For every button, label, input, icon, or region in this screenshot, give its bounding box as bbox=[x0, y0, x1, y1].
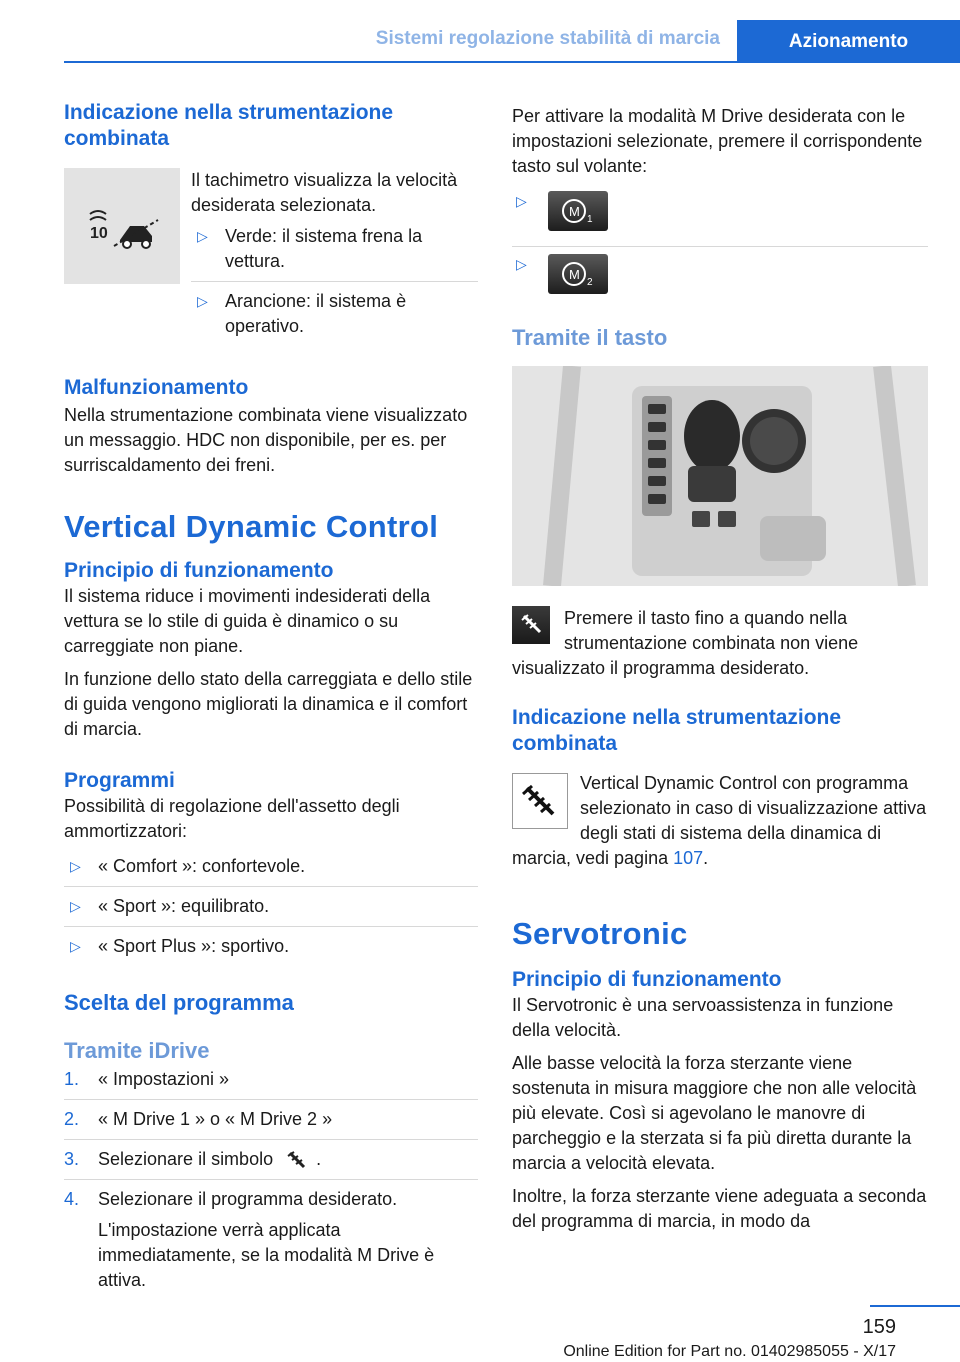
damper-icon bbox=[280, 1151, 314, 1169]
idrive-steps bbox=[64, 1067, 478, 1293]
damper-button-icon bbox=[512, 606, 550, 644]
list-item: ▷ Arancione: il sistema è operativo. bbox=[197, 291, 407, 336]
damper-indicator-glyph bbox=[513, 774, 567, 828]
header-chapter-tab: Azionamento bbox=[737, 20, 960, 63]
indicazione-text bbox=[191, 168, 478, 339]
bullet-triangle-icon: ▷ bbox=[70, 938, 81, 954]
heading-vdc: Vertical Dynamic Control bbox=[64, 509, 439, 544]
bullet-triangle-icon: ▷ bbox=[197, 228, 208, 244]
bullet-triangle-icon: ▷ bbox=[70, 898, 81, 914]
footer-rule bbox=[870, 1305, 960, 1307]
svg-text:1: 1 bbox=[587, 214, 593, 225]
m1-button-icon bbox=[548, 191, 608, 231]
footer-edition: Online Edition for Part no. 01402985055 - X/17 bbox=[563, 1343, 896, 1360]
speed-number: 10 bbox=[90, 225, 108, 242]
princ-p2: In funzione dello stato della carreggiata e dello stile di guida vengono migliorati la dinamica e il comfort di marcia. bbox=[64, 669, 473, 739]
damper-glyph bbox=[512, 606, 550, 644]
list-item: ▷ « Sport »: equilibrato. bbox=[64, 894, 478, 919]
page-number: 159 bbox=[862, 1316, 896, 1338]
bullet-triangle-icon: ▷ bbox=[516, 193, 527, 209]
programmi-list bbox=[64, 854, 478, 959]
list-item: 2. « M Drive 1 » o « M Drive 2 » bbox=[64, 1109, 333, 1129]
m1-row bbox=[512, 191, 928, 239]
damper-indicator-icon bbox=[512, 773, 568, 829]
bullet-triangle-icon: ▷ bbox=[70, 858, 81, 874]
svg-text:M: M bbox=[569, 204, 580, 219]
cluster-indicator-image bbox=[64, 168, 180, 284]
step4-note: L'impostazione verrà applicata immediatamente, se la modalità M Drive è attiva. bbox=[98, 1220, 435, 1290]
m2-glyph bbox=[548, 254, 608, 294]
heading-scelta: Scelta del programma bbox=[64, 990, 294, 1015]
list-divider bbox=[64, 1099, 478, 1100]
prog-text: Possibilità di regolazione dell'assetto degli ammortizzatori: bbox=[64, 796, 400, 841]
list-item: 3. Selezionare il simbolo . bbox=[64, 1149, 322, 1169]
indicazione-list bbox=[191, 224, 478, 339]
left-column bbox=[64, 100, 478, 1293]
header-section-title: Sistemi regolazione stabilità di marcia bbox=[375, 28, 720, 49]
heading-malfunzionamento: Malfunzionamento bbox=[64, 376, 249, 399]
malf-text: Nella strumentazione combinata viene visualizzato un messaggio. HDC non disponibile, per es. per surriscaldamento dei freni. bbox=[64, 405, 468, 475]
right-column bbox=[512, 100, 928, 1234]
heading-servotronic: Servotronic bbox=[512, 916, 688, 951]
tasto-text: Premere il tasto fino a quando nella strumentazione combinata non viene visualizzato il programma desiderato. bbox=[512, 608, 859, 678]
hdc-speed-icon bbox=[64, 168, 180, 284]
heading-indicazione-2: Indicazione nella strumentazione combinata bbox=[512, 706, 842, 755]
list-divider bbox=[512, 246, 928, 247]
mdrive-text: Per attivare la modalità M Drive desiderata con le impostazioni selezionate, premere il corrispondente tasto sul volante: bbox=[512, 106, 923, 176]
svg-text:M: M bbox=[569, 267, 580, 282]
indicazione-desc: Il tachimetro visualizza la velocità desiderata selezionata. bbox=[191, 170, 458, 215]
list-item: ▷ « Comfort »: confortevole. bbox=[64, 854, 478, 879]
bullet-triangle-icon: ▷ bbox=[197, 293, 208, 309]
svg-text:2: 2 bbox=[587, 277, 593, 288]
list-item: ▷ Verde: il sistema frena la vettura. bbox=[197, 226, 423, 271]
page-ref-link[interactable]: 107 bbox=[673, 848, 704, 868]
console-photo bbox=[512, 366, 928, 586]
center-console-illustration bbox=[512, 366, 928, 586]
list-item: 1. « Impostazioni » bbox=[64, 1069, 230, 1089]
servo-p1: Il Servotronic è una servoassistenza in funzione della velocità. bbox=[512, 995, 894, 1040]
list-item: 4. Selezionare il programma desiderato. bbox=[64, 1189, 398, 1209]
heading-idrive: Tramite iDrive bbox=[64, 1038, 210, 1063]
list-divider bbox=[64, 1179, 478, 1180]
list-divider bbox=[191, 281, 478, 282]
heading-principio-2: Principio di funzionamento bbox=[512, 968, 782, 991]
heading-tasto: Tramite il tasto bbox=[512, 325, 668, 350]
princ-p1: Il sistema riduce i movimenti indesiderati della vettura se lo stile di guida è dinamico o su carreggiate non piane. bbox=[64, 586, 431, 656]
heading-principio: Principio di funzionamento bbox=[64, 559, 334, 582]
servo-p3: Inoltre, la forza sterzante viene adeguata a seconda del programma di marcia, in modo da bbox=[512, 1186, 927, 1231]
indic2-text: Vertical Dynamic Control con programma selezionato in caso di visualizzazione attiva degli stati di sistema della dinamica di marcia, vedi pagina 107. bbox=[512, 773, 927, 868]
list-divider bbox=[64, 926, 478, 927]
servo-p2: Alle basse velocità la forza sterzante viene sostenuta in misura maggiore che non alle velocità più elevate. Così si agevolano le manovre di parcheggio e la sterzata si fa più diretta durante la marcia a velocità elevata. bbox=[512, 1053, 917, 1173]
list-divider bbox=[64, 886, 478, 887]
bullet-triangle-icon: ▷ bbox=[516, 256, 527, 272]
m2-button-icon bbox=[548, 254, 608, 294]
list-divider bbox=[64, 1139, 478, 1140]
indicazione-block bbox=[64, 168, 478, 339]
m2-row bbox=[512, 254, 928, 302]
list-item: ▷ « Sport Plus »: sportivo. bbox=[64, 934, 478, 959]
heading-programmi: Programmi bbox=[64, 769, 175, 792]
heading-indicazione: Indicazione nella strumentazione combinata bbox=[64, 101, 394, 150]
tasto-block bbox=[512, 606, 928, 681]
indic2-block bbox=[512, 771, 928, 871]
m1-glyph bbox=[548, 191, 608, 231]
